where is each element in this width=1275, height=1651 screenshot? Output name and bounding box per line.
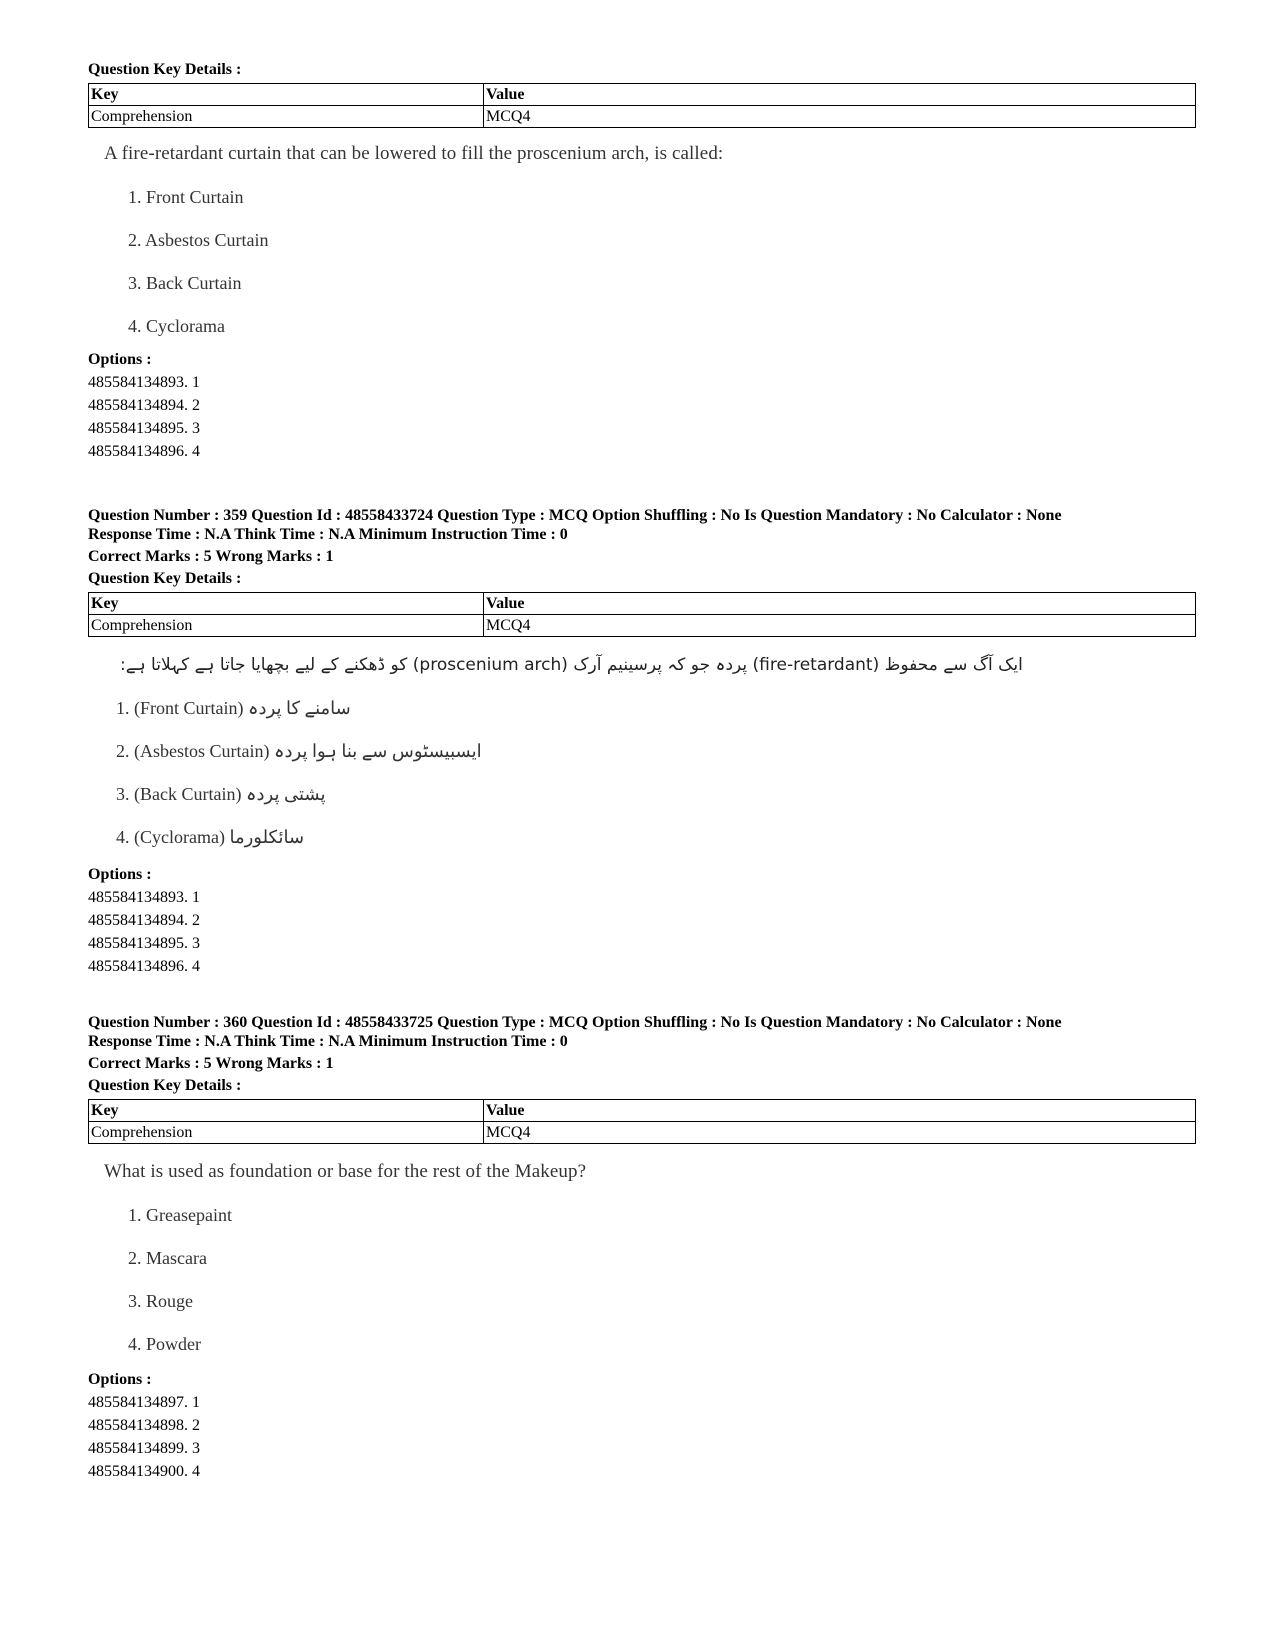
question-360-block bbox=[88, 1013, 1196, 1483]
key-details-label: Question Key Details : bbox=[88, 61, 242, 78]
list-item: 485584134896. 4 bbox=[88, 958, 200, 975]
key-header: Key bbox=[89, 1100, 484, 1122]
choice-4: 4. (Cyclorama) سائکلورما bbox=[116, 827, 305, 847]
question-meta-line-2: Response Time : N.A Think Time : N.A Minimum Instruction Time : 0 bbox=[88, 1033, 568, 1050]
question-text: What is used as foundation or base for the rest of the Makeup? bbox=[104, 1161, 587, 1182]
key-details-table bbox=[88, 83, 1196, 128]
value-cell: MCQ4 bbox=[484, 1122, 1196, 1144]
value-header: Value bbox=[484, 593, 1196, 615]
options-label: Options : bbox=[88, 351, 152, 368]
option-id-list bbox=[88, 1391, 1196, 1483]
list-item: 485584134894. 2 bbox=[88, 912, 200, 929]
table-row bbox=[89, 106, 1196, 128]
question-359-block bbox=[88, 506, 1196, 978]
choice-1: 1. Greasepaint bbox=[128, 1205, 232, 1225]
choice-3: 3. (Back Curtain) پشتی پردہ bbox=[116, 784, 326, 804]
list-item: 485584134898. 2 bbox=[88, 1417, 200, 1434]
option-id-list bbox=[88, 371, 1196, 463]
choice-4: 4. Cyclorama bbox=[128, 316, 225, 336]
question-text: ایک آگ سے محفوظ (fire-retardant) پردہ جو کہ پرسینیم آرک (proscenium arch) کو ڈھکنے کے لیے بچھایا جاتا ہے کہلاتا ہے: bbox=[120, 655, 1023, 675]
options-label: Options : bbox=[88, 1371, 152, 1388]
key-header: Key bbox=[89, 593, 484, 615]
key-cell: Comprehension bbox=[89, 1122, 484, 1144]
list-item: 485584134895. 3 bbox=[88, 935, 200, 952]
list-item: 485584134899. 3 bbox=[88, 1440, 200, 1457]
question-image bbox=[88, 1158, 1196, 1370]
list-item: 485584134895. 3 bbox=[88, 420, 200, 437]
question-358-block bbox=[88, 60, 1196, 463]
list-item: 485584134900. 4 bbox=[88, 1463, 200, 1480]
question-meta-line: Question Number : 360 Question Id : 48558433725 Question Type : MCQ Option Shuffling : No Is Question Mandatory : No Calculator : None bbox=[88, 1014, 1062, 1031]
key-details-table bbox=[88, 1099, 1196, 1144]
question-image bbox=[88, 142, 1196, 350]
list-item: 485584134897. 1 bbox=[88, 1394, 200, 1411]
question-text: A fire-retardant curtain that can be lowered to fill the proscenium arch, is called: bbox=[104, 143, 724, 164]
value-header: Value bbox=[484, 1100, 1196, 1122]
marks-line: Correct Marks : 5 Wrong Marks : 1 bbox=[88, 1055, 334, 1072]
question-meta-line-2: Response Time : N.A Think Time : N.A Minimum Instruction Time : 0 bbox=[88, 526, 568, 543]
choice-4: 4. Powder bbox=[128, 1334, 201, 1354]
table-row bbox=[89, 615, 1196, 637]
question-image bbox=[88, 651, 1196, 865]
key-details-table bbox=[88, 592, 1196, 637]
list-item: 485584134893. 1 bbox=[88, 374, 200, 391]
choice-2: 2. (Asbestos Curtain) ایسبیسٹوس سے بنا ہوا پردہ bbox=[116, 741, 482, 761]
choice-3: 3. Rouge bbox=[128, 1291, 193, 1311]
list-item: 485584134896. 4 bbox=[88, 443, 200, 460]
value-header: Value bbox=[484, 84, 1196, 106]
option-id-list bbox=[88, 886, 1196, 978]
table-row bbox=[89, 1122, 1196, 1144]
choice-3: 3. Back Curtain bbox=[128, 273, 242, 293]
key-details-label: Question Key Details : bbox=[88, 1077, 242, 1094]
key-cell: Comprehension bbox=[89, 615, 484, 637]
marks-line: Correct Marks : 5 Wrong Marks : 1 bbox=[88, 548, 334, 565]
value-cell: MCQ4 bbox=[484, 106, 1196, 128]
list-item: 485584134894. 2 bbox=[88, 397, 200, 414]
table-header-row bbox=[89, 84, 1196, 106]
choice-1: 1. (Front Curtain) سامنے کا پردہ bbox=[116, 698, 351, 718]
key-details-label: Question Key Details : bbox=[88, 570, 242, 587]
table-header-row bbox=[89, 593, 1196, 615]
choice-2: 2. Mascara bbox=[128, 1248, 207, 1268]
question-meta-line: Question Number : 359 Question Id : 48558433724 Question Type : MCQ Option Shuffling : No Is Question Mandatory : No Calculator : None bbox=[88, 507, 1062, 524]
list-item: 485584134893. 1 bbox=[88, 889, 200, 906]
choice-1: 1. Front Curtain bbox=[128, 187, 244, 207]
table-header-row bbox=[89, 1100, 1196, 1122]
key-header: Key bbox=[89, 84, 484, 106]
key-cell: Comprehension bbox=[89, 106, 484, 128]
choice-2: 2. Asbestos Curtain bbox=[128, 230, 269, 250]
options-label: Options : bbox=[88, 866, 152, 883]
value-cell: MCQ4 bbox=[484, 615, 1196, 637]
